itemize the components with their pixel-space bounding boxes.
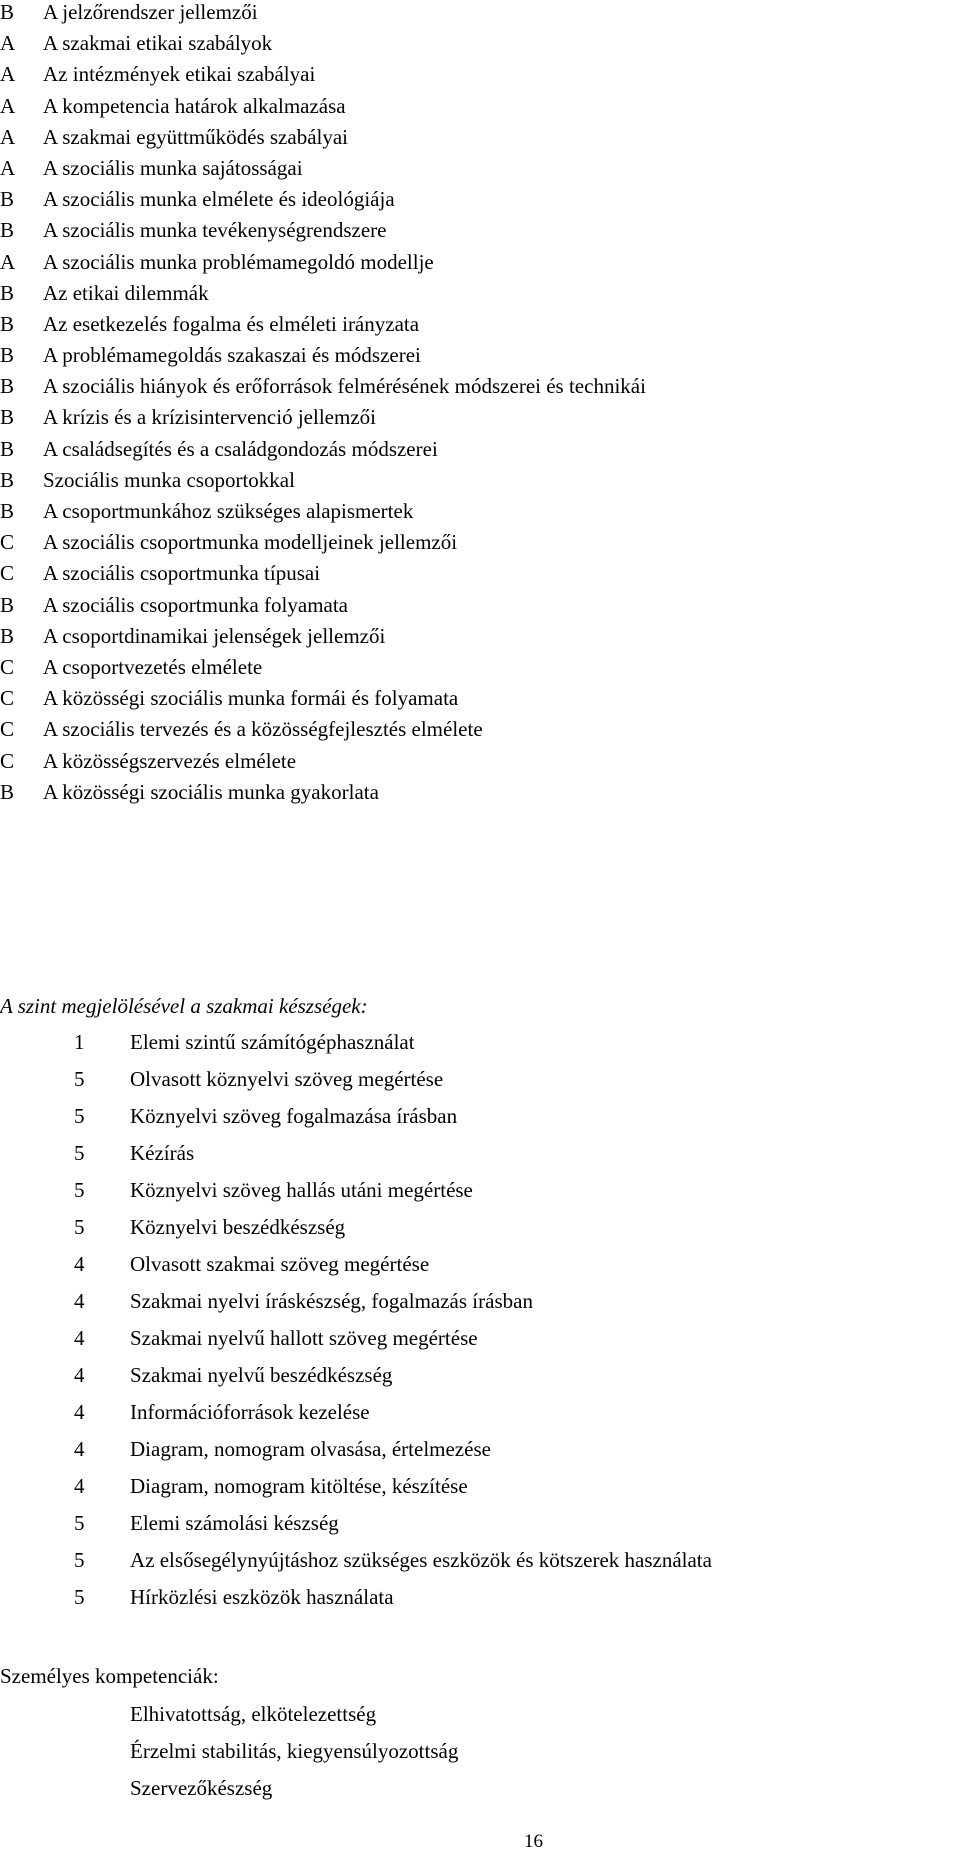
list-item: [0, 1252, 960, 1289]
skills-heading: A szint megjelölésével a szakmai készségek:: [0, 994, 368, 1018]
list-item: [0, 1141, 960, 1178]
skill-text: Kézírás: [130, 1141, 195, 1165]
level-letter: B: [0, 280, 15, 305]
skill-text: Elemi szintű számítógéphasználat: [130, 1030, 415, 1054]
level-letter: B: [0, 405, 15, 430]
topic-text: A csoportdinamikai jelenségek jellemzői: [43, 623, 386, 648]
level-letter: A: [0, 62, 16, 87]
skill-text: Hírközlési eszközök használata: [130, 1585, 394, 1609]
page-number: 16: [524, 1831, 543, 1852]
skill-text: Szakmai nyelvű hallott szöveg megértése: [130, 1326, 478, 1350]
skill-level: 5: [74, 1067, 85, 1091]
level-letter: B: [0, 623, 15, 648]
list-item: [0, 1363, 960, 1400]
topic-text: A csoportvezetés elmélete: [43, 654, 263, 679]
list-item: [0, 468, 960, 499]
list-item: [0, 218, 960, 249]
skill-level: 4: [74, 1363, 85, 1387]
topic-text: A kompetencia határok alkalmazása: [43, 93, 346, 118]
skill-level: 5: [74, 1548, 85, 1572]
list-item: [0, 561, 960, 592]
skill-level: 5: [74, 1178, 85, 1202]
skill-level: 4: [74, 1400, 85, 1424]
list-item: [0, 624, 960, 655]
skill-text: Köznyelvi beszédkészség: [130, 1215, 346, 1239]
topic-text: A közösségi szociális munka formái és folyamata: [43, 686, 459, 711]
level-letter: B: [0, 436, 15, 461]
list-item: [0, 686, 960, 717]
list-item: [0, 1215, 960, 1252]
topic-text: A szakmai etikai szabályok: [43, 31, 273, 56]
topic-text: A problémamegoldás szakaszai és módszerei: [43, 343, 421, 368]
level-letter: B: [0, 499, 15, 523]
level-letter: B: [0, 592, 15, 617]
list-item: [0, 312, 960, 343]
list-item: [0, 31, 960, 62]
level-letter: C: [0, 561, 15, 586]
level-letter: C: [0, 748, 15, 773]
skill-level: 5: [74, 1215, 85, 1239]
personal-competencies-list: [130, 1702, 458, 1813]
knowledge-list: [0, 0, 960, 811]
skill-text: Információforrások kezelése: [130, 1400, 370, 1424]
topic-text: A jelzőrendszer jellemzői: [43, 0, 258, 24]
skill-text: Köznyelvi szöveg hallás utáni megértése: [130, 1178, 473, 1202]
list-item: [0, 1400, 960, 1437]
list-item: [0, 593, 960, 624]
list-item: Érzelmi stabilitás, kiegyensúlyozottság: [130, 1739, 459, 1763]
list-item: [0, 0, 960, 31]
skill-text: Elemi számolási készség: [130, 1511, 339, 1535]
skill-level: 5: [74, 1141, 85, 1165]
level-letter: B: [0, 218, 15, 243]
level-letter: C: [0, 654, 15, 679]
topic-text: A szociális csoportmunka modelljeinek jellemzői: [43, 530, 458, 555]
level-letter: A: [0, 93, 16, 118]
level-letter: B: [0, 779, 15, 804]
topic-text: A szociális munka tevékenységrendszere: [43, 218, 387, 243]
topic-text: A szociális munka elmélete és ideológiája: [43, 187, 395, 212]
list-item: [0, 1104, 960, 1141]
topic-text: A szociális munka problémamegoldó modellje: [43, 249, 434, 274]
level-letter: B: [0, 0, 15, 24]
skill-level: 1: [74, 1030, 85, 1054]
skill-level: 5: [74, 1585, 85, 1609]
list-item: [0, 1511, 960, 1548]
level-letter: C: [0, 686, 15, 711]
list-item: [0, 499, 960, 530]
list-item: [0, 655, 960, 686]
list-item: [0, 187, 960, 218]
list-item: [0, 374, 960, 405]
skill-text: Szakmai nyelvű beszédkészség: [130, 1363, 393, 1387]
level-letter: B: [0, 311, 15, 336]
topic-text: Szociális munka csoportokkal: [43, 467, 295, 492]
list-item: Szervezőkészség: [130, 1776, 273, 1800]
topic-text: A közösségszervezés elmélete: [43, 748, 297, 773]
list-item: [0, 1437, 960, 1474]
list-item: [0, 1030, 960, 1067]
level-letter: B: [0, 467, 15, 492]
topic-text: A szociális csoportmunka folyamata: [43, 592, 349, 617]
list-item: [0, 405, 960, 436]
topic-text: A szociális munka sajátosságai: [43, 155, 303, 180]
skill-level: 4: [74, 1326, 85, 1350]
list-item: [0, 780, 960, 811]
list-item: [0, 530, 960, 561]
skills-list: [0, 1030, 960, 1622]
topic-text: A szociális hiányok és erőforrások felmérésének módszerei és technikái: [43, 374, 646, 399]
topic-text: A szociális tervezés és a közösségfejlesztés elmélete: [43, 717, 483, 742]
level-letter: B: [0, 343, 15, 368]
level-letter: A: [0, 31, 16, 56]
level-letter: A: [0, 124, 16, 149]
skill-text: Olvasott szakmai szöveg megértése: [130, 1252, 430, 1276]
skill-text: Köznyelvi szöveg fogalmazása írásban: [130, 1104, 458, 1128]
skill-text: Szakmai nyelvi íráskészség, fogalmazás írásban: [130, 1289, 533, 1313]
list-item: [0, 1289, 960, 1326]
skill-text: Olvasott köznyelvi szöveg megértése: [130, 1067, 444, 1091]
list-item: [0, 1067, 960, 1104]
level-letter: C: [0, 530, 15, 555]
list-item: [0, 437, 960, 468]
skill-level: 5: [74, 1104, 85, 1128]
list-item: [0, 1585, 960, 1622]
personal-competencies-heading: Személyes kompetenciák:: [0, 1664, 219, 1688]
skill-level: 5: [74, 1511, 85, 1535]
list-item: [0, 125, 960, 156]
topic-text: A csoportmunkához szükséges alapismertek: [43, 499, 414, 523]
list-item: [0, 250, 960, 281]
level-letter: B: [0, 374, 15, 399]
skill-level: 4: [74, 1437, 85, 1461]
topic-text: A családsegítés és a családgondozás módszerei: [43, 436, 438, 461]
skill-level: 4: [74, 1289, 85, 1313]
topic-text: Az intézmények etikai szabályai: [43, 62, 316, 87]
list-item: [0, 1474, 960, 1511]
skill-text: Diagram, nomogram olvasása, értelmezése: [130, 1437, 491, 1461]
level-letter: A: [0, 249, 16, 274]
list-item: [0, 62, 960, 93]
topic-text: A krízis és a krízisintervenció jellemzői: [43, 405, 376, 430]
list-item: [0, 281, 960, 312]
skill-level: 4: [74, 1252, 85, 1276]
list-item: [0, 94, 960, 125]
list-item: [0, 1326, 960, 1363]
skill-text: Diagram, nomogram kitöltése, készítése: [130, 1474, 468, 1498]
topic-text: A szakmai együttműködés szabályai: [43, 124, 349, 149]
list-item: Elhivatottság, elkötelezettség: [130, 1702, 377, 1726]
list-item: [0, 156, 960, 187]
level-letter: A: [0, 155, 16, 180]
list-item: [0, 1178, 960, 1215]
topic-text: A szociális csoportmunka típusai: [43, 561, 321, 586]
topic-text: Az esetkezelés fogalma és elméleti irányzata: [43, 311, 420, 336]
skill-text: Az elsősegélynyújtáshoz szükséges eszközök és kötszerek használata: [130, 1548, 712, 1572]
level-letter: B: [0, 187, 15, 212]
list-item: [0, 749, 960, 780]
list-item: [0, 1548, 960, 1585]
skill-level: 4: [74, 1474, 85, 1498]
list-item: [0, 717, 960, 748]
topic-text: A közösségi szociális munka gyakorlata: [43, 779, 379, 804]
topic-text: Az etikai dilemmák: [43, 280, 209, 305]
level-letter: C: [0, 717, 15, 742]
list-item: [0, 343, 960, 374]
